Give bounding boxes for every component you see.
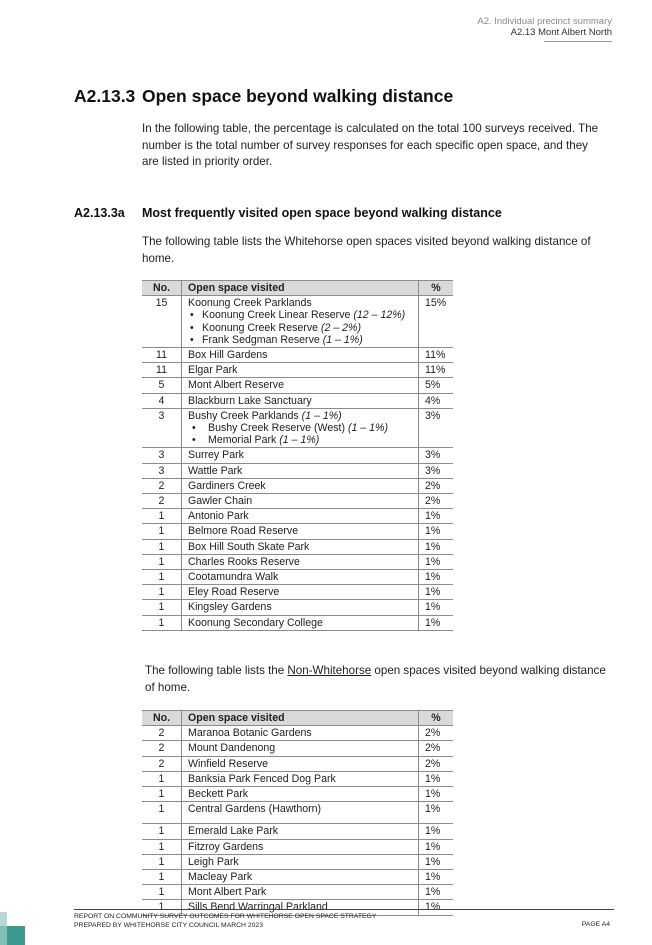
cell-open-space [182, 393, 419, 408]
cell-open-space [182, 802, 419, 824]
table-row [142, 824, 453, 839]
cell-open-space [182, 348, 419, 363]
cell-open-space [182, 756, 419, 771]
cell-open-space [182, 585, 419, 600]
cell-count: 2 [142, 726, 182, 741]
cell-percent: 2% [419, 756, 454, 771]
open-space-name: Central Gardens (Hawthorn) [188, 803, 322, 816]
footer-accent-square [0, 912, 7, 926]
table-row [142, 348, 453, 363]
table-row [142, 524, 453, 539]
open-space-name: Leigh Park [188, 855, 239, 868]
cell-percent: 11% [419, 348, 454, 363]
table2-intro-start: The following table lists the [145, 664, 288, 677]
cell-open-space [182, 839, 419, 854]
cell-percent: 2% [419, 494, 454, 509]
section-heading [74, 86, 453, 107]
column-header-pct: % [419, 711, 454, 726]
cell-percent: 2% [419, 741, 454, 756]
cell-count: 2 [142, 494, 182, 509]
open-space-name: Blackburn Lake Sanctuary [188, 394, 312, 407]
footer-accent-square [7, 926, 25, 945]
cell-open-space [182, 478, 419, 493]
running-header [477, 16, 612, 38]
table-row [142, 554, 453, 569]
cell-count: 2 [142, 741, 182, 756]
sub-open-space-detail: (12 – 12%) [353, 309, 406, 322]
cell-count: 3 [142, 408, 182, 448]
subsection-number: A2.13.3a [74, 206, 125, 220]
cell-percent: 2% [419, 726, 454, 741]
cell-count: 1 [142, 839, 182, 854]
table-row [142, 539, 453, 554]
table1-intro: The following table lists the Whitehorse open spaces visited beyond walking distance of home. [142, 235, 591, 265]
open-space-name: Fitzroy Gardens [188, 840, 264, 853]
table-row [142, 854, 453, 869]
open-space-name: Box Hill South Skate Park [188, 540, 310, 553]
sub-open-space-item [188, 434, 412, 446]
page-number: PAGE A4 [581, 921, 610, 928]
cell-percent: 1% [419, 524, 454, 539]
header-chapter: A2. Individual precinct summary [477, 16, 612, 27]
table-row [142, 756, 453, 771]
table-row [142, 726, 453, 741]
open-space-name: Mont Albert Reserve [188, 379, 284, 392]
cell-open-space [182, 741, 419, 756]
open-space-name: Banksia Park Fenced Dog Park [188, 772, 336, 785]
table-body [142, 296, 453, 631]
table-row [142, 615, 453, 630]
open-space-name: Sills Bend Warringal Parkland [188, 901, 328, 914]
open-space-name: Macleay Park [188, 871, 253, 884]
table-row [142, 600, 453, 615]
cell-count: 2 [142, 756, 182, 771]
column-header-pct: % [419, 281, 454, 296]
table-row [142, 509, 453, 524]
cell-open-space [182, 378, 419, 393]
cell-open-space [182, 539, 419, 554]
cell-count: 1 [142, 870, 182, 885]
open-space-name: Winfield Reserve [188, 757, 269, 770]
table-row [142, 787, 453, 802]
cell-percent: 1% [419, 802, 454, 824]
sub-open-space-detail: (1 – 1%) [347, 422, 388, 435]
cell-percent: 4% [419, 393, 454, 408]
sub-open-space-name: Bushy Creek Reserve (West) [208, 422, 345, 435]
table-row [142, 585, 453, 600]
cell-open-space [182, 615, 419, 630]
footer-accent-square [0, 926, 7, 945]
open-space-name: Antonio Park [188, 510, 249, 523]
section-title: Open space beyond walking distance [142, 86, 454, 106]
column-header-no: No. [142, 711, 182, 726]
column-header-space: Open space visited [182, 711, 419, 726]
cell-percent: 15% [419, 296, 454, 348]
table-row [142, 363, 453, 378]
cell-count: 1 [142, 802, 182, 824]
cell-percent: 1% [419, 585, 454, 600]
table-row [142, 448, 453, 463]
cell-count: 4 [142, 393, 182, 408]
open-space-name: Cootamundra Walk [188, 571, 279, 584]
cell-count: 2 [142, 478, 182, 493]
open-space-name: Koonung Secondary College [188, 616, 323, 629]
sub-open-space-item [188, 322, 412, 334]
cell-percent: 3% [419, 463, 454, 478]
cell-open-space [182, 494, 419, 509]
table-row [142, 870, 453, 885]
cell-count: 1 [142, 885, 182, 900]
table-row [142, 478, 453, 493]
sub-open-space-detail: (1 – 1%) [322, 333, 363, 346]
cell-open-space [182, 524, 419, 539]
table-row [142, 802, 453, 824]
cell-count: 1 [142, 900, 182, 915]
cell-percent: 1% [419, 839, 454, 854]
cell-percent: 1% [419, 509, 454, 524]
cell-count: 1 [142, 524, 182, 539]
cell-open-space [182, 885, 419, 900]
cell-count: 1 [142, 615, 182, 630]
cell-open-space [182, 448, 419, 463]
open-space-name: Maranoa Botanic Gardens [188, 727, 312, 740]
cell-count: 1 [142, 787, 182, 802]
cell-count: 15 [142, 296, 182, 348]
cell-count: 1 [142, 600, 182, 615]
cell-percent: 2% [419, 478, 454, 493]
open-space-name: Box Hill Gardens [188, 349, 268, 362]
open-space-name: Mont Albert Park [188, 886, 267, 899]
open-space-name: Emerald Lake Park [188, 825, 279, 838]
open-space-detail: (1 – 1%) [301, 409, 342, 422]
cell-open-space [182, 854, 419, 869]
header-section: A2.13 Mont Albert North [510, 27, 612, 38]
cell-count: 11 [142, 348, 182, 363]
cell-percent: 1% [419, 570, 454, 585]
sub-open-space-detail: (1 – 1%) [279, 434, 320, 447]
cell-count: 5 [142, 378, 182, 393]
cell-count: 1 [142, 509, 182, 524]
open-space-name: Elgar Park [188, 364, 238, 377]
table2-intro-end: open spaces visited beyond walking distance of home. [145, 664, 606, 694]
cell-count: 1 [142, 554, 182, 569]
header-rule [544, 41, 612, 42]
cell-open-space [182, 771, 419, 786]
sub-open-space-name: Frank Sedgman Reserve [202, 333, 320, 346]
cell-open-space [182, 463, 419, 478]
sub-open-space-item [188, 309, 412, 321]
open-space-name: Bushy Creek Parklands [188, 409, 299, 422]
cell-percent: 3% [419, 408, 454, 448]
open-space-name: Gawler Chain [188, 495, 253, 508]
table-row [142, 296, 453, 348]
cell-count: 11 [142, 363, 182, 378]
cell-percent: 1% [419, 787, 454, 802]
open-space-name: Koonung Creek Parklands [188, 297, 312, 310]
subsection-heading [74, 206, 502, 220]
cell-percent: 1% [419, 771, 454, 786]
cell-percent: 1% [419, 539, 454, 554]
open-space-name: Surrey Park [188, 449, 244, 462]
column-header-space: Open space visited [182, 281, 419, 296]
non-whitehorse-emphasis: Non-Whitehorse [287, 664, 372, 677]
table-row [142, 393, 453, 408]
open-space-name: Gardiners Creek [188, 479, 266, 492]
open-space-name: Eley Road Reserve [188, 586, 280, 599]
cell-percent: 5% [419, 378, 454, 393]
cell-count: 1 [142, 824, 182, 839]
cell-count: 1 [142, 570, 182, 585]
table-header-row [142, 281, 453, 296]
sub-open-space-detail: (2 – 2%) [320, 321, 362, 334]
sub-open-space-item [188, 422, 412, 434]
table-row [142, 378, 453, 393]
cell-open-space [182, 600, 419, 615]
open-space-name: Beckett Park [188, 788, 249, 801]
cell-open-space [182, 363, 419, 378]
sub-open-space-name: Koonung Creek Linear Reserve [202, 309, 351, 322]
subsection-title: Most frequently visited open space beyond walking distance [142, 206, 502, 220]
cell-count: 3 [142, 463, 182, 478]
cell-count: 1 [142, 539, 182, 554]
cell-open-space [182, 787, 419, 802]
cell-percent: 1% [419, 615, 454, 630]
table-header-row [142, 711, 453, 726]
cell-count: 1 [142, 771, 182, 786]
sub-open-space-item [188, 334, 412, 346]
footer-report-title: REPORT ON COMMUNITY SURVEY OUTCOMES FOR WHITEHORSE OPEN SPACE STRATEGY [74, 913, 377, 920]
table-row [142, 463, 453, 478]
cell-count: 3 [142, 448, 182, 463]
cell-percent: 11% [419, 363, 454, 378]
table-body [142, 726, 453, 915]
table-row [142, 885, 453, 900]
sub-open-space-name: Memorial Park [208, 434, 277, 447]
cell-open-space [182, 570, 419, 585]
cell-count: 1 [142, 585, 182, 600]
cell-open-space [182, 408, 419, 448]
cell-open-space [182, 296, 419, 348]
cell-percent: 1% [419, 870, 454, 885]
footer-rule [74, 909, 614, 910]
footer-prepared-by: PREPARED BY WHITEHORSE CITY COUNCIL MARCH 2023 [74, 921, 263, 929]
open-space-name: Wattle Park [188, 464, 243, 477]
cell-open-space [182, 870, 419, 885]
whitehorse-open-space-table [142, 280, 453, 631]
open-space-name: Mount Dandenong [188, 742, 276, 755]
non-whitehorse-open-space-table [142, 710, 453, 916]
table-row [142, 771, 453, 786]
cell-percent: 1% [419, 554, 454, 569]
table-row [142, 741, 453, 756]
cell-percent: 3% [419, 448, 454, 463]
sub-open-space-name: Koonung Creek Reserve [202, 321, 319, 334]
open-space-name: Belmore Road Reserve [188, 525, 299, 538]
table-row [142, 570, 453, 585]
cell-percent: 1% [419, 900, 454, 915]
footer-text [74, 913, 376, 930]
open-space-name: Kingsley Gardens [188, 601, 272, 614]
cell-percent: 1% [419, 854, 454, 869]
section-number: A2.13.3 [74, 86, 136, 106]
open-space-name: Charles Rooks Reserve [188, 555, 300, 568]
cell-open-space [182, 824, 419, 839]
cell-count: 1 [142, 854, 182, 869]
column-header-no: No. [142, 281, 182, 296]
cell-percent: 1% [419, 600, 454, 615]
table-row [142, 408, 453, 448]
table-row [142, 839, 453, 854]
table-row [142, 494, 453, 509]
cell-percent: 1% [419, 885, 454, 900]
cell-open-space [182, 726, 419, 741]
cell-percent: 1% [419, 824, 454, 839]
cell-open-space [182, 509, 419, 524]
intro-paragraph: In the following table, the percentage is calculated on the total 100 surveys received. The number is the total number of survey responses for each specific open space, and they are listed in priority order. [142, 122, 599, 168]
cell-open-space [182, 554, 419, 569]
table2-intro [145, 663, 610, 696]
